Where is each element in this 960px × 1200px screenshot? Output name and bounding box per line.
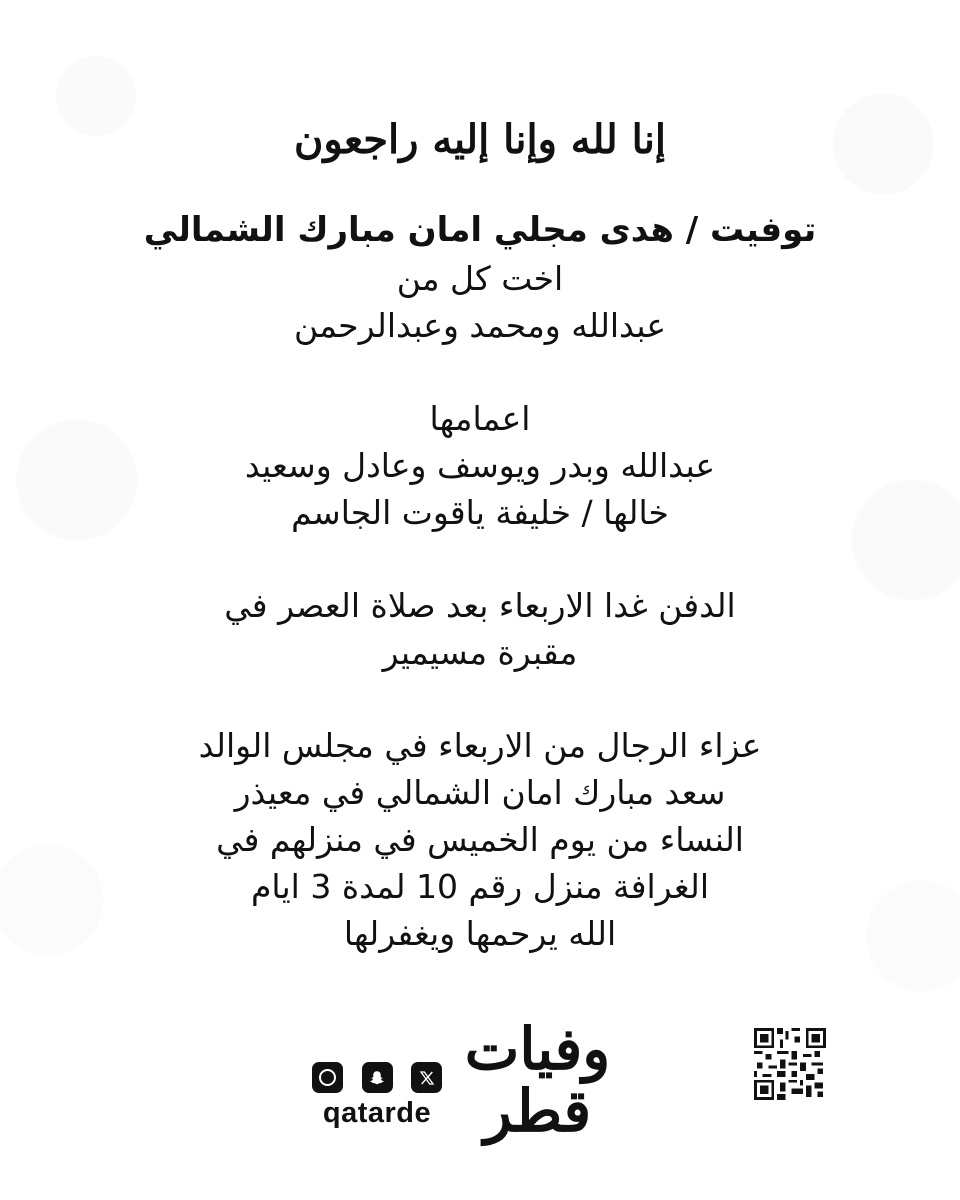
prayer-line: الله يرحمها ويغفرلها — [343, 914, 617, 953]
condolence-line-3: النساء من يوم الخميس في منزلهم في — [216, 820, 744, 859]
qatar-obituaries-logo: وفيات قطر — [464, 1015, 611, 1145]
uncles-label: اعمامها — [429, 399, 531, 438]
condolence-line-4: الغرافة منزل رقم 10 لمدة 3 ايام — [250, 867, 710, 906]
instagram-icon[interactable] — [312, 1062, 343, 1093]
sister-intro: اخت كل من — [396, 259, 564, 298]
uncles-names: عبدالله وبدر ويوسف وعادل وسعيد — [244, 446, 716, 485]
brothers-names: عبدالله ومحمد وعبدالرحمن — [293, 306, 667, 345]
snapchat-icon[interactable] — [362, 1062, 393, 1093]
obituary-announcement — [80, 205, 880, 957]
burial-line-1: الدفن غدا الاربعاء بعد صلاة العصر في — [224, 586, 736, 625]
burial-line-2: مقبرة مسيمير — [382, 633, 578, 672]
social-icons — [312, 1062, 442, 1093]
maternal-uncle: خالها / خليفة ياقوت الجاسم — [291, 493, 669, 532]
x-icon[interactable] — [411, 1062, 442, 1093]
qr-code[interactable] — [752, 1028, 828, 1100]
calligraphy-header: إنا لله وإنا إليه راجعون — [293, 116, 667, 163]
announcement-title: توفيت / هدى مجلي امان مبارك الشمالي — [143, 210, 817, 250]
condolence-line-1: عزاء الرجال من الاربعاء في مجلس الوالد — [198, 726, 762, 765]
social-handle: qatarde — [322, 1097, 432, 1129]
condolence-line-2: سعد مبارك امان الشمالي في معيذر — [234, 773, 726, 812]
